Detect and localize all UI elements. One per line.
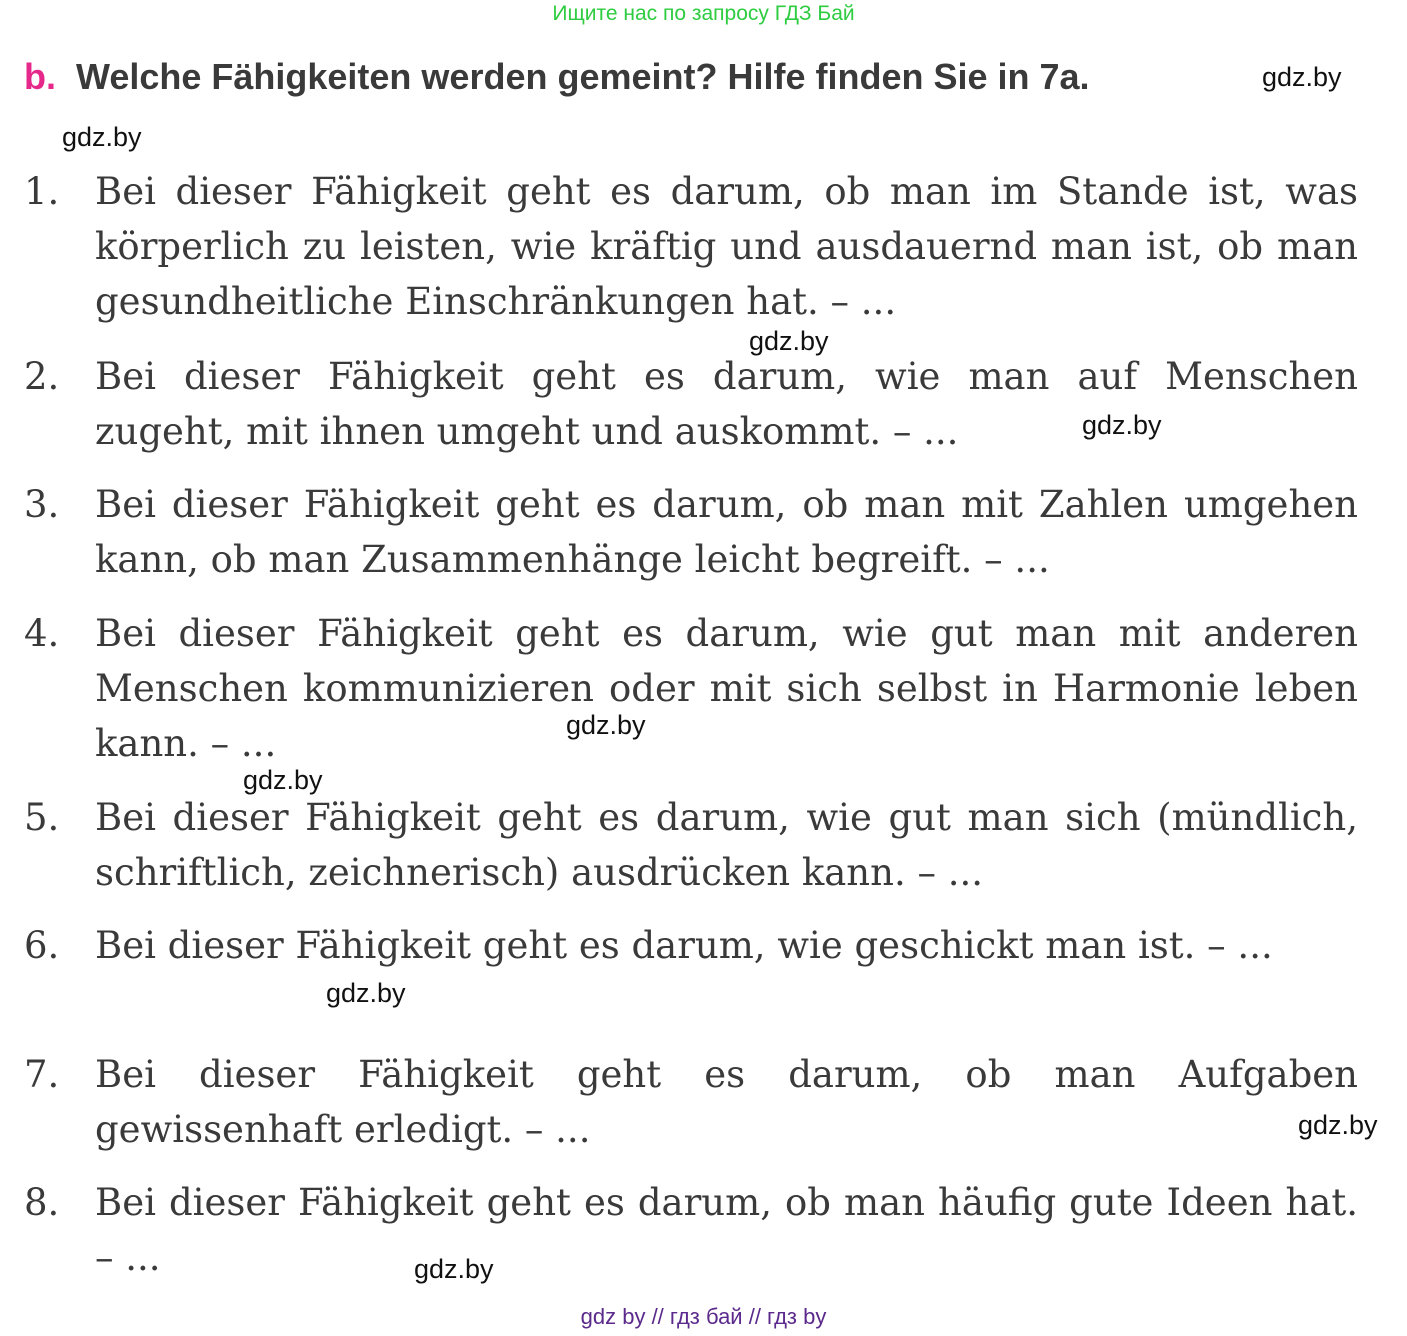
search-banner: Ищите нас по запросу ГДЗ Бай <box>552 2 855 25</box>
item-text: Bei dieser Fähigkeit geht es darum, ob man im Stande ist, was körperlich zu leisten, wie kräftig und ausdauernd man ist, ob man gesundheitliche Einschränkungen hat. – ... <box>95 170 1358 323</box>
item-number: 1. <box>24 170 60 213</box>
list-item <box>24 349 1358 459</box>
watermark: gdz.by <box>414 1254 494 1284</box>
list-item <box>24 477 1358 587</box>
list-item <box>24 790 1358 900</box>
exercise-heading <box>24 56 1090 98</box>
item-number: 4. <box>24 612 60 655</box>
list-item <box>24 164 1358 329</box>
item-text: Bei dieser Fähigkeit geht es darum, wie gut man sich (mündlich, schriftlich, zeichnerisch) ausdrücken kann. – ... <box>95 796 1358 894</box>
item-number: 2. <box>24 355 60 398</box>
item-text: Bei dieser Fähigkeit geht es darum, wie geschickt man ist. – ... <box>95 924 1273 967</box>
watermark: gdz.by <box>1082 410 1162 440</box>
item-text: Bei dieser Fähigkeit geht es darum, ob man mit Zahlen umgehen kann, ob man Zusammenhänge leicht begreift. – ... <box>95 483 1358 581</box>
footer-watermark: gdz by // гдз бай // гдз by <box>580 1304 827 1329</box>
item-text: Bei dieser Fähigkeit geht es darum, ob man häufig gute Ideen hat. – ... <box>95 1181 1358 1279</box>
list-item <box>24 606 1358 771</box>
item-number: 5. <box>24 796 60 839</box>
watermark: gdz.by <box>566 710 646 740</box>
exercise-letter: b. <box>24 56 56 97</box>
list-item <box>24 918 1358 973</box>
item-number: 8. <box>24 1181 60 1224</box>
watermark: gdz.by <box>749 326 829 356</box>
list-item <box>24 1175 1358 1285</box>
item-number: 7. <box>24 1053 60 1096</box>
item-text: Bei dieser Fähigkeit geht es darum, wie man auf Menschen zugeht, mit ihnen umgeht und auskommt. – ... <box>95 355 1358 453</box>
watermark: gdz.by <box>326 978 406 1008</box>
watermark: gdz.by <box>243 765 323 795</box>
watermark: gdz.by <box>1262 62 1342 92</box>
watermark: gdz.by <box>1298 1110 1378 1140</box>
item-number: 3. <box>24 483 60 526</box>
watermark: gdz.by <box>62 122 142 152</box>
item-number: 6. <box>24 924 60 967</box>
item-text: Bei dieser Fähigkeit geht es darum, wie gut man mit anderen Menschen kommunizieren oder mit sich selbst in Harmonie leben kann. – ... <box>95 612 1358 765</box>
list-item <box>24 1047 1358 1157</box>
item-text: Bei dieser Fähigkeit geht es darum, ob man Aufgaben gewissenhaft erledigt. – ... <box>95 1053 1358 1151</box>
exercise-instruction: Welche Fähigkeiten werden gemeint? Hilfe finden Sie in 7a. <box>76 56 1090 97</box>
